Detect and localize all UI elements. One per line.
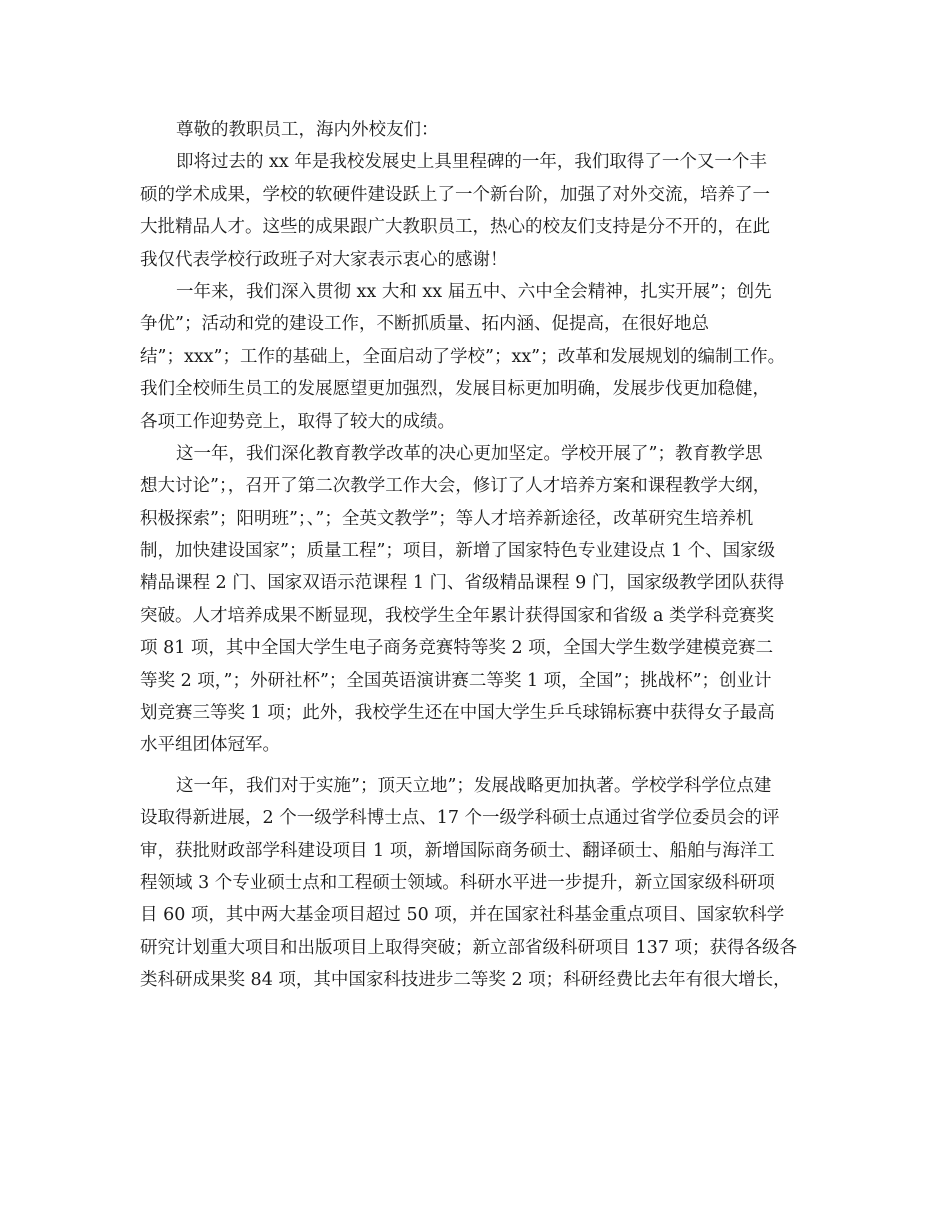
text-line: 程领域 3 个专业硕士点和工程硕士领域。科研水平进一步提升，新立国家级科研项 — [140, 872, 775, 893]
text-line: 积极探索”；阳明班”；、”；全英文教学”；等人才培养新途径，改革研究生培养机 — [140, 508, 754, 529]
text-line: 想大讨论”；，召开了第二次教学工作大会，修订了人才培养方案和课程教学大纲， — [140, 476, 771, 497]
text-line: 类科研成果奖 84 项，其中国家科技进步二等奖 2 项；科研经费比去年有很大增长， — [140, 970, 791, 991]
text-line: 等奖 2 项，”；外研社杯”；全国英语演讲赛二等奖 1 项，全国”；挑战杯”；创业计 — [140, 670, 772, 691]
paragraph-greeting — [140, 114, 810, 146]
text-line: 我们全校师生员工的发展愿望更加强烈，发展目标更加明确，发展步伐更加稳健， — [140, 379, 770, 400]
text-line: 水平组团体冠军。 — [140, 735, 280, 756]
text-line: 结”；xxx”；工作的基础上，全面启动了学校”；xx”；改革和发展规划的编制工作。 — [140, 346, 786, 367]
paragraph-teaching-reform — [140, 438, 810, 762]
text-line: 各项工作迎势竞上，取得了较大的成绩。 — [140, 411, 455, 432]
text-line: 这一年，我们对于实施”；顶天立地”；发展战略更加执著。学校学科学位点建 — [176, 775, 772, 796]
text-line: 一年来，我们深入贯彻 xx 大和 xx 届五中、六中全会精神，扎实开展”；创先 — [176, 281, 772, 302]
letter-body — [140, 114, 810, 997]
paragraph-research-strategy — [140, 770, 810, 997]
text-line: 这一年，我们深化教育教学改革的决心更加坚定。学校开展了”；教育教学思 — [176, 443, 763, 464]
text-line: 大批精品人才。这些的成果跟广大教职员工，热心的校友们支持是分不开的，在此 — [140, 217, 770, 238]
text-line: 制，加快建设国家”；质量工程”；项目，新增了国家特色专业建设点 1 个、国家级 — [140, 541, 776, 562]
text-line: 突破。人才培养成果不断显现，我校学生全年累计获得国家和省级 a 类学科竞赛奖 — [140, 605, 775, 626]
text-line: 我仅代表学校行政班子对大家表示衷心的感谢！ — [140, 249, 508, 270]
text-line: 审，获批财政部学科建设项目 1 项，新增国际商务硕士、翻译硕士、船舶与海洋工 — [140, 840, 775, 861]
text-line: 划竞赛三等奖 1 项；此外，我校学生还在中国大学生乒乓球锦标赛中获得女子最高 — [140, 703, 775, 724]
text-line: 研究计划重大项目和出版项目上取得突破；新立部省级科研项目 137 项；获得各级各 — [140, 937, 798, 958]
text-line: 精品课程 2 门、国家双语示范课程 1 门、省级精品课程 9 门，国家级教学团队获得 — [140, 573, 785, 594]
text-line: 即将过去的 xx 年是我校发展史上具里程碑的一年，我们取得了一个又一个丰 — [176, 152, 767, 173]
text-line: 硕的学术成果，学校的软硬件建设跃上了一个新台阶，加强了对外交流，培养了一 — [140, 184, 770, 205]
text-line: 尊敬的教职员工，海内外校友们： — [176, 120, 439, 140]
paragraph-year-overview — [140, 276, 810, 438]
text-line: 争优”；活动和党的建设工作，不断抓质量、拓内涵、促提高，在很好地总 — [140, 314, 709, 335]
text-line: 项 81 项，其中全国大学生电子商务竞赛特等奖 2 项，全国大学生数学建模竞赛二 — [140, 638, 774, 659]
paragraph-intro — [140, 146, 810, 276]
text-line: 目 60 项，其中两大基金项目超过 50 项，并在国家社科基金重点项目、国家软科学 — [140, 905, 785, 926]
text-line: 设取得新进展，2 个一级学科博士点、17 个一级学科硕士点通过省学位委员会的评 — [140, 808, 780, 829]
